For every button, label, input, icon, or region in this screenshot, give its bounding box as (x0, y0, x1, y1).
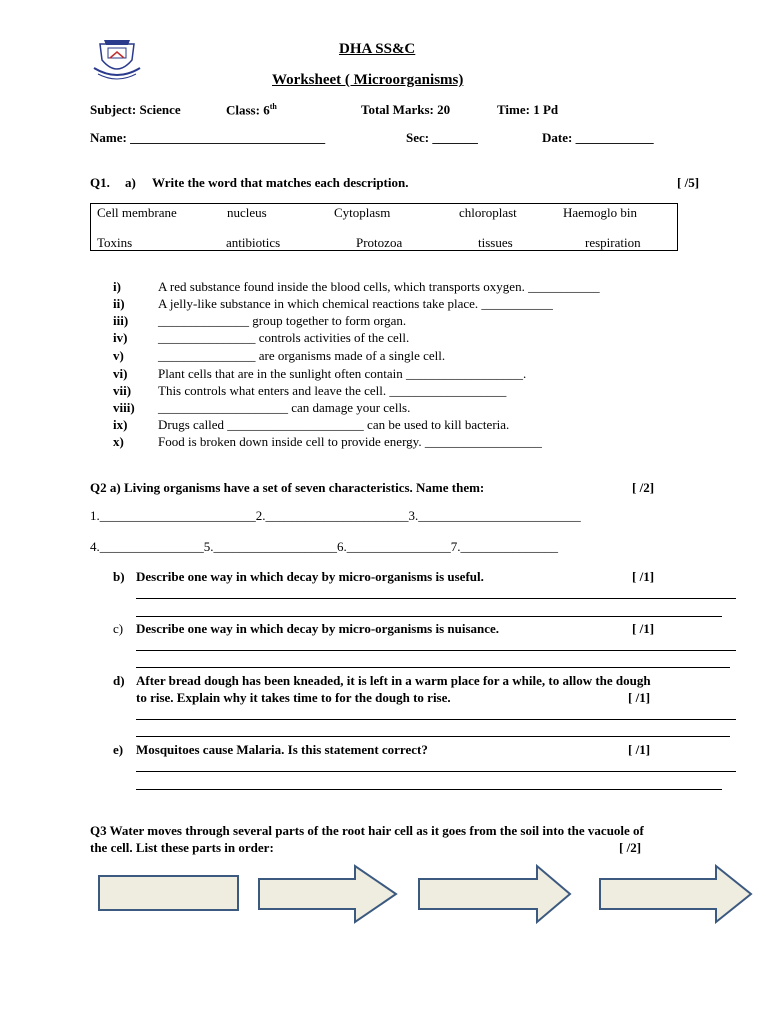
q1-item-text: Food is broken down inside cell to provide energy. __________________ (158, 434, 542, 449)
q3-prompt-line-2: the cell. List these parts in order: (90, 840, 274, 855)
q3-arrow-box-2[interactable] (257, 864, 399, 924)
answer-line[interactable] (136, 650, 736, 651)
q2c-label: c) (113, 621, 124, 636)
q1-item-text: _______________ are organisms made of a single cell. (158, 348, 446, 363)
q2e-marks: [ /1] (628, 742, 651, 757)
word-bank-item: Cytoplasm (334, 205, 391, 220)
word-bank-item: respiration (585, 235, 641, 250)
q1-item-number: i) (113, 279, 121, 294)
q1-item-number: x) (113, 434, 124, 449)
q1-prompt: Write the word that matches each description. (152, 175, 409, 190)
q1-part-label: a) (125, 175, 136, 190)
q2e-label: e) (113, 742, 124, 757)
q1-item-text: A red substance found inside the blood cells, which transports oxygen. ___________ (158, 279, 600, 294)
q2d-prompt-line-1: After bread dough has been kneaded, it is left in a warm place for a while, to allow the dough (136, 673, 651, 688)
answer-line[interactable] (136, 771, 736, 772)
section-field[interactable]: Sec: _______ (406, 130, 478, 145)
word-bank-item: Cell membrane (97, 205, 177, 220)
q1-marks: [ /5] (677, 175, 700, 190)
time-label: Time: 1 Pd (497, 102, 559, 117)
q1-item-number: vi) (113, 366, 128, 381)
answer-line[interactable] (136, 598, 736, 599)
q1-item-text: ____________________ can damage your cells. (158, 400, 411, 415)
worksheet-title: Worksheet ( Microorganisms) (272, 72, 464, 88)
word-bank-item: chloroplast (459, 205, 517, 220)
q2-answer-row-1[interactable]: 1.________________________2.______________________3._________________________ (90, 508, 581, 523)
word-bank-item: Toxins (97, 235, 133, 250)
q1-item-text: _______________ controls activities of the cell. (158, 330, 410, 345)
q1-item-text: Drugs called _____________________ can be used to kill bacteria. (158, 417, 510, 432)
answer-line[interactable] (136, 789, 722, 790)
q2-marks: [ /2] (632, 480, 655, 495)
word-bank (90, 203, 678, 251)
q2d-marks: [ /1] (628, 690, 651, 705)
q3-prompt-line-1: Q3 Water moves through several parts of the root hair cell as it goes from the soil into the vacuole of (90, 823, 644, 838)
q1-item-number: ix) (113, 417, 128, 432)
q2-answer-row-2[interactable]: 4.________________5.___________________6.________________7._______________ (90, 539, 558, 554)
q1-item-number: iv) (113, 330, 128, 345)
q3-arrow-box-3[interactable] (417, 864, 573, 924)
subject-label: Subject: Science (90, 102, 181, 117)
answer-line[interactable] (136, 719, 736, 720)
q1-item-text: A jelly-like substance in which chemical reactions take place. ___________ (158, 296, 553, 311)
q3-marks: [ /2] (619, 840, 642, 855)
q1-item-number: viii) (113, 400, 135, 415)
answer-line[interactable] (136, 736, 730, 737)
word-bank-item: Protozoa (356, 235, 403, 250)
q1-item-number: vii) (113, 383, 132, 398)
word-bank-item: Haemoglo bin (563, 205, 638, 220)
total-marks: Total Marks: 20 (361, 102, 451, 117)
word-bank-item: antibiotics (226, 235, 281, 250)
q2-prompt: Q2 a) Living organisms have a set of seven characteristics. Name them: (90, 480, 485, 495)
q1-item-number: v) (113, 348, 124, 363)
class-label: Class: 6th (226, 102, 277, 118)
name-field[interactable]: Name: ______________________________ (90, 130, 326, 145)
q1-item-text: This controls what enters and leave the cell. __________________ (158, 383, 507, 398)
q1-item-number: ii) (113, 296, 125, 311)
q2d-prompt-line-2: to rise. Explain why it takes time to for the dough to rise. (136, 690, 451, 705)
q2e-prompt: Mosquitoes cause Malaria. Is this statement correct? (136, 742, 428, 757)
q1-item-text: Plant cells that are in the sunlight often contain __________________. (158, 366, 527, 381)
q2d-label: d) (113, 673, 125, 688)
q1-item-number: iii) (113, 313, 129, 328)
q3-answer-box-1[interactable] (98, 875, 239, 911)
q2b-label: b) (113, 569, 125, 584)
q2c-prompt: Describe one way in which decay by micro-organisms is nuisance. (136, 621, 500, 636)
answer-line[interactable] (136, 616, 722, 617)
q1-label: Q1. (90, 175, 110, 190)
word-bank-item: nucleus (227, 205, 267, 220)
word-bank-item: tissues (478, 235, 513, 250)
q1-item-text: ______________ group together to form organ. (158, 313, 407, 328)
q2b-prompt: Describe one way in which decay by micro-organisms is useful. (136, 569, 484, 584)
q2c-marks: [ /1] (632, 621, 655, 636)
answer-line[interactable] (136, 667, 730, 668)
school-crest-logo (92, 38, 142, 82)
q2b-marks: [ /1] (632, 569, 655, 584)
date-field[interactable]: Date: ____________ (542, 130, 654, 145)
q3-arrow-box-4[interactable] (598, 864, 754, 924)
school-name: DHA SS&C (339, 41, 416, 57)
